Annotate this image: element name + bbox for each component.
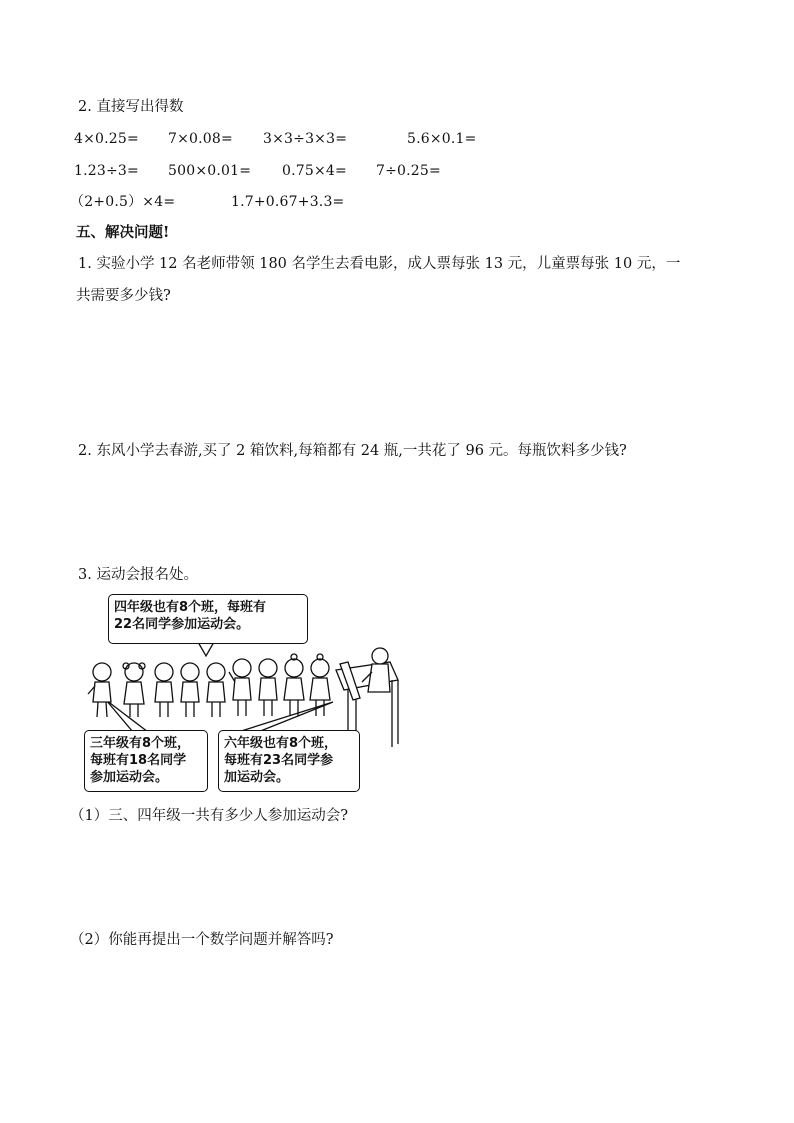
calc-item: 500×0.01=: [168, 163, 252, 179]
registration-illustration: [78, 592, 408, 792]
calc-item: 4×0.25=: [74, 131, 139, 147]
speech-bubble-text: 每班有23名同学参: [224, 753, 334, 768]
speech-bubble-grade3: [84, 730, 208, 792]
speech-bubble-text: 22名同学参加运动会。: [114, 617, 250, 632]
speech-bubble-text: 加运动会。: [224, 770, 290, 785]
section2-heading: 2. 直接写出得数: [78, 99, 184, 115]
question-3: 3. 运动会报名处。: [78, 567, 198, 583]
calc-item: 5.6×0.1=: [407, 131, 477, 147]
calc-item: 0.75×4=: [282, 163, 347, 179]
calc-item: （2+0.5）×4=: [70, 194, 176, 210]
question-2: 2. 东风小学去春游,买了 2 箱饮料,每箱都有 24 瓶,一共花了 96 元。每瓶饮料多少钱?: [78, 443, 627, 459]
section5-heading: 五、解决问题!: [76, 224, 170, 241]
calc-item: 7×0.08=: [168, 131, 233, 147]
speech-bubble-grade6: [218, 730, 360, 792]
speech-bubble-text: 三年级有8个班，: [90, 736, 191, 751]
calc-item: 1.23÷3=: [74, 163, 139, 179]
question-1-line1: 1. 实验小学 12 名老师带领 180 名学生去看电影，成人票每张 13 元，儿童票每张 10 元，一: [78, 256, 681, 272]
speech-bubble-text: 六年级也有8个班，: [224, 736, 338, 751]
speech-bubble-grade4: [108, 594, 308, 644]
speech-bubble-text: 四年级也有8个班，每班有: [114, 600, 267, 615]
question-1-line2: 共需要多少钱?: [76, 288, 171, 304]
speech-bubble-text: 每班有18名同学: [90, 753, 187, 768]
sub-question-1: （1）三、四年级一共有多少人参加运动会?: [70, 808, 348, 824]
calc-item: 3×3÷3×3=: [263, 131, 348, 147]
speech-bubble-text: 参加运动会。: [90, 770, 169, 785]
calc-item: 1.7+0.67+3.3=: [231, 194, 345, 210]
calc-item: 7÷0.25=: [376, 163, 441, 179]
sub-question-2: （2）你能再提出一个数学问题并解答吗?: [70, 932, 334, 948]
